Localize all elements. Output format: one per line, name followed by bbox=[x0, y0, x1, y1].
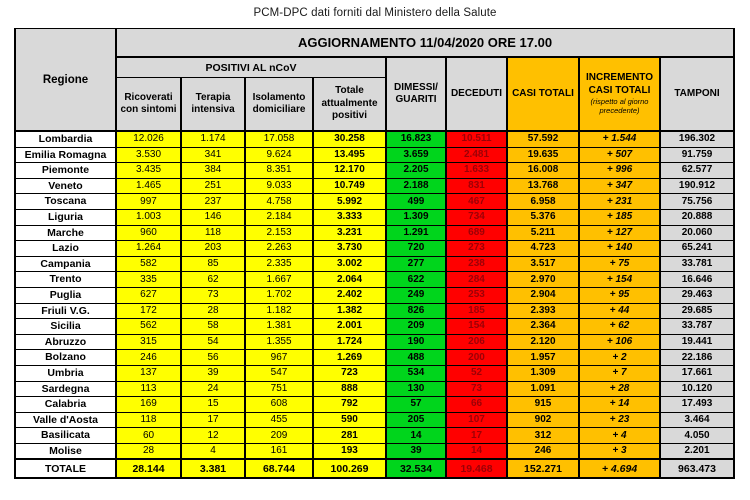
cell-ricoverati: 137 bbox=[116, 365, 181, 381]
table-row bbox=[15, 163, 734, 179]
cell-incremento: + 4 bbox=[579, 428, 660, 444]
table-row bbox=[15, 147, 734, 163]
cell-dimessi: 130 bbox=[386, 381, 446, 397]
cell-isolamento: 2.153 bbox=[245, 225, 313, 241]
cell-totale_positivi: 590 bbox=[313, 412, 386, 428]
cell-terapia: 237 bbox=[181, 194, 245, 210]
cell-terapia: 73 bbox=[181, 287, 245, 303]
cell-terapia: 251 bbox=[181, 178, 245, 194]
table-row bbox=[15, 287, 734, 303]
cell-ricoverati: 1.465 bbox=[116, 178, 181, 194]
region-label: Lazio bbox=[15, 241, 116, 257]
cell-incremento: + 140 bbox=[579, 241, 660, 257]
table-row bbox=[15, 194, 734, 210]
cell-incremento: + 231 bbox=[579, 194, 660, 210]
header-incremento bbox=[579, 57, 660, 131]
region-label: Liguria bbox=[15, 209, 116, 225]
cell-totale_positivi: 3.231 bbox=[313, 225, 386, 241]
cell-deceduti: 14 bbox=[446, 443, 507, 459]
cell-dimessi: 190 bbox=[386, 334, 446, 350]
cell-tamponi: 33.781 bbox=[660, 256, 734, 272]
cell-incremento: + 507 bbox=[579, 147, 660, 163]
header-deceduti: DECEDUTI bbox=[446, 57, 507, 131]
cell-terapia: 15 bbox=[181, 397, 245, 413]
cell-casi_totali: 5.376 bbox=[507, 209, 579, 225]
cell-casi_totali: 1.957 bbox=[507, 350, 579, 366]
region-label: Piemonte bbox=[15, 163, 116, 179]
cell-dimessi: 2.188 bbox=[386, 178, 446, 194]
cell-isolamento: 9.033 bbox=[245, 178, 313, 194]
cell-casi_totali: 246 bbox=[507, 443, 579, 459]
cell-terapia: 54 bbox=[181, 334, 245, 350]
cell-ricoverati: 315 bbox=[116, 334, 181, 350]
covid-data-table bbox=[14, 28, 735, 479]
cell-incremento: + 62 bbox=[579, 319, 660, 335]
cell-terapia: 384 bbox=[181, 163, 245, 179]
cell-isolamento: 8.351 bbox=[245, 163, 313, 179]
cell-terapia: 17 bbox=[181, 412, 245, 428]
cell-tamponi: 65.241 bbox=[660, 241, 734, 257]
cell-isolamento: 1.355 bbox=[245, 334, 313, 350]
cell-deceduti: 238 bbox=[446, 256, 507, 272]
cell-ricoverati: 997 bbox=[116, 194, 181, 210]
cell-deceduti: 831 bbox=[446, 178, 507, 194]
cell-terapia: 28 bbox=[181, 303, 245, 319]
cell-deceduti: 73 bbox=[446, 381, 507, 397]
cell-tamponi: 19.441 bbox=[660, 334, 734, 350]
cell-totale_positivi: 1.382 bbox=[313, 303, 386, 319]
cell-totale_positivi: 3.730 bbox=[313, 241, 386, 257]
cell-deceduti: 2.481 bbox=[446, 147, 507, 163]
cell-ricoverati: 118 bbox=[116, 412, 181, 428]
table-row bbox=[15, 381, 734, 397]
cell-casi_totali: 2.364 bbox=[507, 319, 579, 335]
cell-totale_positivi: 1.724 bbox=[313, 334, 386, 350]
cell-casi_totali: 4.723 bbox=[507, 241, 579, 257]
cell-casi_totali: 1.091 bbox=[507, 381, 579, 397]
cell-totale_positivi: 5.992 bbox=[313, 194, 386, 210]
cell-dimessi: 249 bbox=[386, 287, 446, 303]
region-label: TOTALE bbox=[15, 459, 116, 478]
header-regione: Regione bbox=[15, 29, 116, 132]
cell-tamponi: 91.759 bbox=[660, 147, 734, 163]
cell-terapia: 12 bbox=[181, 428, 245, 444]
cell-incremento: + 4.694 bbox=[579, 459, 660, 478]
cell-deceduti: 689 bbox=[446, 225, 507, 241]
cell-terapia: 341 bbox=[181, 147, 245, 163]
cell-incremento: + 2 bbox=[579, 350, 660, 366]
cell-casi_totali: 312 bbox=[507, 428, 579, 444]
cell-deceduti: 10.511 bbox=[446, 131, 507, 147]
cell-incremento: + 154 bbox=[579, 272, 660, 288]
header-totale-positivi: Totale attualmente positivi bbox=[313, 78, 386, 132]
cell-isolamento: 2.335 bbox=[245, 256, 313, 272]
cell-tamponi: 3.464 bbox=[660, 412, 734, 428]
cell-casi_totali: 6.958 bbox=[507, 194, 579, 210]
cell-incremento: + 75 bbox=[579, 256, 660, 272]
cell-ricoverati: 582 bbox=[116, 256, 181, 272]
cell-isolamento: 2.184 bbox=[245, 209, 313, 225]
cell-isolamento: 1.702 bbox=[245, 287, 313, 303]
table-body bbox=[15, 131, 734, 478]
cell-dimessi: 488 bbox=[386, 350, 446, 366]
cell-dimessi: 39 bbox=[386, 443, 446, 459]
header-terapia: Terapia intensiva bbox=[181, 78, 245, 132]
cell-terapia: 4 bbox=[181, 443, 245, 459]
cell-incremento: + 996 bbox=[579, 163, 660, 179]
cell-ricoverati: 627 bbox=[116, 287, 181, 303]
table-row bbox=[15, 225, 734, 241]
header-dimessi: DIMESSI/ GUARITI bbox=[386, 57, 446, 131]
cell-dimessi: 14 bbox=[386, 428, 446, 444]
cell-incremento: + 106 bbox=[579, 334, 660, 350]
region-label: Lombardia bbox=[15, 131, 116, 147]
cell-dimessi: 826 bbox=[386, 303, 446, 319]
cell-isolamento: 1.182 bbox=[245, 303, 313, 319]
cell-tamponi: 10.120 bbox=[660, 381, 734, 397]
cell-dimessi: 499 bbox=[386, 194, 446, 210]
cell-dimessi: 277 bbox=[386, 256, 446, 272]
cell-deceduti: 734 bbox=[446, 209, 507, 225]
cell-isolamento: 209 bbox=[245, 428, 313, 444]
header-incremento-note: (rispetto al giorno precedente) bbox=[590, 97, 649, 115]
cell-dimessi: 205 bbox=[386, 412, 446, 428]
page-title: PCM-DPC dati forniti dal Ministero della Salute bbox=[253, 7, 497, 19]
region-label: Friuli V.G. bbox=[15, 303, 116, 319]
cell-casi_totali: 57.592 bbox=[507, 131, 579, 147]
cell-dimessi: 3.659 bbox=[386, 147, 446, 163]
cell-totale_positivi: 2.402 bbox=[313, 287, 386, 303]
cell-incremento: + 95 bbox=[579, 287, 660, 303]
cell-terapia: 3.381 bbox=[181, 459, 245, 478]
table-row bbox=[15, 256, 734, 272]
cell-isolamento: 2.263 bbox=[245, 241, 313, 257]
region-label: Calabria bbox=[15, 397, 116, 413]
cell-incremento: + 23 bbox=[579, 412, 660, 428]
cell-ricoverati: 1.003 bbox=[116, 209, 181, 225]
cell-dimessi: 622 bbox=[386, 272, 446, 288]
cell-isolamento: 455 bbox=[245, 412, 313, 428]
cell-terapia: 85 bbox=[181, 256, 245, 272]
cell-dimessi: 32.534 bbox=[386, 459, 446, 478]
cell-dimessi: 57 bbox=[386, 397, 446, 413]
region-label: Molise bbox=[15, 443, 116, 459]
table-row bbox=[15, 428, 734, 444]
cell-ricoverati: 172 bbox=[116, 303, 181, 319]
cell-incremento: + 1.544 bbox=[579, 131, 660, 147]
cell-casi_totali: 902 bbox=[507, 412, 579, 428]
header-positivi-group: POSITIVI AL nCoV bbox=[116, 57, 386, 78]
table-row bbox=[15, 365, 734, 381]
header-row-update bbox=[15, 29, 734, 58]
cell-ricoverati: 169 bbox=[116, 397, 181, 413]
cell-deceduti: 17 bbox=[446, 428, 507, 444]
cell-incremento: + 127 bbox=[579, 225, 660, 241]
cell-casi_totali: 152.271 bbox=[507, 459, 579, 478]
cell-dimessi: 1.291 bbox=[386, 225, 446, 241]
cell-totale_positivi: 13.495 bbox=[313, 147, 386, 163]
cell-casi_totali: 2.904 bbox=[507, 287, 579, 303]
cell-deceduti: 19.468 bbox=[446, 459, 507, 478]
header-isolamento: Isolamento domiciliare bbox=[245, 78, 313, 132]
cell-dimessi: 720 bbox=[386, 241, 446, 257]
header-tamponi: TAMPONI bbox=[660, 57, 734, 131]
header-row-groups bbox=[15, 57, 734, 78]
cell-terapia: 146 bbox=[181, 209, 245, 225]
region-label: Puglia bbox=[15, 287, 116, 303]
cell-tamponi: 20.060 bbox=[660, 225, 734, 241]
cell-tamponi: 16.646 bbox=[660, 272, 734, 288]
cell-tamponi: 17.661 bbox=[660, 365, 734, 381]
cell-tamponi: 62.577 bbox=[660, 163, 734, 179]
cell-deceduti: 206 bbox=[446, 334, 507, 350]
cell-deceduti: 1.633 bbox=[446, 163, 507, 179]
cell-dimessi: 16.823 bbox=[386, 131, 446, 147]
cell-totale_positivi: 281 bbox=[313, 428, 386, 444]
table-row bbox=[15, 178, 734, 194]
cell-ricoverati: 12.026 bbox=[116, 131, 181, 147]
cell-ricoverati: 960 bbox=[116, 225, 181, 241]
cell-terapia: 1.174 bbox=[181, 131, 245, 147]
cell-terapia: 56 bbox=[181, 350, 245, 366]
cell-deceduti: 107 bbox=[446, 412, 507, 428]
cell-incremento: + 347 bbox=[579, 178, 660, 194]
region-label: Marche bbox=[15, 225, 116, 241]
cell-deceduti: 185 bbox=[446, 303, 507, 319]
region-label: Sicilia bbox=[15, 319, 116, 335]
cell-tamponi: 33.787 bbox=[660, 319, 734, 335]
table-row bbox=[15, 412, 734, 428]
cell-deceduti: 253 bbox=[446, 287, 507, 303]
header-ricoverati: Ricoverati con sintomi bbox=[116, 78, 181, 132]
cell-ricoverati: 246 bbox=[116, 350, 181, 366]
cell-isolamento: 17.058 bbox=[245, 131, 313, 147]
cell-terapia: 39 bbox=[181, 365, 245, 381]
cell-tamponi: 963.473 bbox=[660, 459, 734, 478]
region-label: Veneto bbox=[15, 178, 116, 194]
cell-totale_positivi: 3.002 bbox=[313, 256, 386, 272]
cell-terapia: 24 bbox=[181, 381, 245, 397]
cell-incremento: + 14 bbox=[579, 397, 660, 413]
table-row bbox=[15, 397, 734, 413]
header-update-banner: AGGIORNAMENTO 11/04/2020 ORE 17.00 bbox=[116, 29, 734, 58]
cell-deceduti: 52 bbox=[446, 365, 507, 381]
cell-incremento: + 185 bbox=[579, 209, 660, 225]
cell-isolamento: 9.624 bbox=[245, 147, 313, 163]
cell-casi_totali: 2.120 bbox=[507, 334, 579, 350]
cell-terapia: 62 bbox=[181, 272, 245, 288]
cell-totale_positivi: 792 bbox=[313, 397, 386, 413]
header-casi-totali: CASI TOTALI bbox=[507, 57, 579, 131]
table-row bbox=[15, 303, 734, 319]
cell-incremento: + 28 bbox=[579, 381, 660, 397]
region-label: Sardegna bbox=[15, 381, 116, 397]
cell-totale_positivi: 193 bbox=[313, 443, 386, 459]
cell-tamponi: 29.463 bbox=[660, 287, 734, 303]
cell-totale_positivi: 1.269 bbox=[313, 350, 386, 366]
cell-ricoverati: 3.435 bbox=[116, 163, 181, 179]
cell-dimessi: 2.205 bbox=[386, 163, 446, 179]
table-row bbox=[15, 272, 734, 288]
cell-ricoverati: 562 bbox=[116, 319, 181, 335]
cell-tamponi: 20.888 bbox=[660, 209, 734, 225]
cell-tamponi: 2.201 bbox=[660, 443, 734, 459]
cell-dimessi: 534 bbox=[386, 365, 446, 381]
table-row bbox=[15, 334, 734, 350]
cell-deceduti: 273 bbox=[446, 241, 507, 257]
cell-totale_positivi: 888 bbox=[313, 381, 386, 397]
cell-incremento: + 3 bbox=[579, 443, 660, 459]
region-label: Umbria bbox=[15, 365, 116, 381]
cell-casi_totali: 3.517 bbox=[507, 256, 579, 272]
cell-casi_totali: 16.008 bbox=[507, 163, 579, 179]
cell-casi_totali: 5.211 bbox=[507, 225, 579, 241]
cell-tamponi: 4.050 bbox=[660, 428, 734, 444]
table-row bbox=[15, 241, 734, 257]
cell-ricoverati: 335 bbox=[116, 272, 181, 288]
cell-casi_totali: 915 bbox=[507, 397, 579, 413]
cell-deceduti: 467 bbox=[446, 194, 507, 210]
cell-incremento: + 44 bbox=[579, 303, 660, 319]
cell-incremento: + 7 bbox=[579, 365, 660, 381]
totale-row bbox=[15, 459, 734, 478]
cell-casi_totali: 2.393 bbox=[507, 303, 579, 319]
cell-tamponi: 75.756 bbox=[660, 194, 734, 210]
cell-deceduti: 154 bbox=[446, 319, 507, 335]
cell-casi_totali: 19.635 bbox=[507, 147, 579, 163]
cell-totale_positivi: 723 bbox=[313, 365, 386, 381]
region-label: Bolzano bbox=[15, 350, 116, 366]
table-row bbox=[15, 350, 734, 366]
cell-ricoverati: 3.530 bbox=[116, 147, 181, 163]
table-row bbox=[15, 443, 734, 459]
region-label: Trento bbox=[15, 272, 116, 288]
region-label: Basilicata bbox=[15, 428, 116, 444]
region-label: Valle d'Aosta bbox=[15, 412, 116, 428]
cell-ricoverati: 1.264 bbox=[116, 241, 181, 257]
cell-terapia: 58 bbox=[181, 319, 245, 335]
cell-totale_positivi: 2.064 bbox=[313, 272, 386, 288]
cell-totale_positivi: 30.258 bbox=[313, 131, 386, 147]
cell-casi_totali: 13.768 bbox=[507, 178, 579, 194]
cell-ricoverati: 28.144 bbox=[116, 459, 181, 478]
cell-ricoverati: 28 bbox=[116, 443, 181, 459]
region-label: Campania bbox=[15, 256, 116, 272]
table-row bbox=[15, 319, 734, 335]
cell-totale_positivi: 2.001 bbox=[313, 319, 386, 335]
cell-deceduti: 66 bbox=[446, 397, 507, 413]
cell-tamponi: 29.685 bbox=[660, 303, 734, 319]
cell-totale_positivi: 12.170 bbox=[313, 163, 386, 179]
region-label: Toscana bbox=[15, 194, 116, 210]
cell-casi_totali: 2.970 bbox=[507, 272, 579, 288]
cell-isolamento: 547 bbox=[245, 365, 313, 381]
cell-totale_positivi: 100.269 bbox=[313, 459, 386, 478]
cell-isolamento: 4.758 bbox=[245, 194, 313, 210]
cell-tamponi: 196.302 bbox=[660, 131, 734, 147]
table-row bbox=[15, 131, 734, 147]
header-incremento-label: INCREMENTO CASI TOTALI bbox=[585, 72, 654, 96]
cell-tamponi: 17.493 bbox=[660, 397, 734, 413]
cell-terapia: 203 bbox=[181, 241, 245, 257]
cell-isolamento: 608 bbox=[245, 397, 313, 413]
cell-terapia: 118 bbox=[181, 225, 245, 241]
cell-ricoverati: 60 bbox=[116, 428, 181, 444]
cell-ricoverati: 113 bbox=[116, 381, 181, 397]
region-label: Abruzzo bbox=[15, 334, 116, 350]
cell-totale_positivi: 10.749 bbox=[313, 178, 386, 194]
cell-deceduti: 200 bbox=[446, 350, 507, 366]
cell-totale_positivi: 3.333 bbox=[313, 209, 386, 225]
cell-deceduti: 284 bbox=[446, 272, 507, 288]
cell-isolamento: 161 bbox=[245, 443, 313, 459]
cell-isolamento: 1.667 bbox=[245, 272, 313, 288]
region-label: Emilia Romagna bbox=[15, 147, 116, 163]
table-row bbox=[15, 209, 734, 225]
cell-isolamento: 751 bbox=[245, 381, 313, 397]
cell-isolamento: 1.381 bbox=[245, 319, 313, 335]
cell-dimessi: 1.309 bbox=[386, 209, 446, 225]
cell-dimessi: 209 bbox=[386, 319, 446, 335]
cell-isolamento: 967 bbox=[245, 350, 313, 366]
cell-isolamento: 68.744 bbox=[245, 459, 313, 478]
cell-tamponi: 190.912 bbox=[660, 178, 734, 194]
cell-tamponi: 22.186 bbox=[660, 350, 734, 366]
cell-casi_totali: 1.309 bbox=[507, 365, 579, 381]
